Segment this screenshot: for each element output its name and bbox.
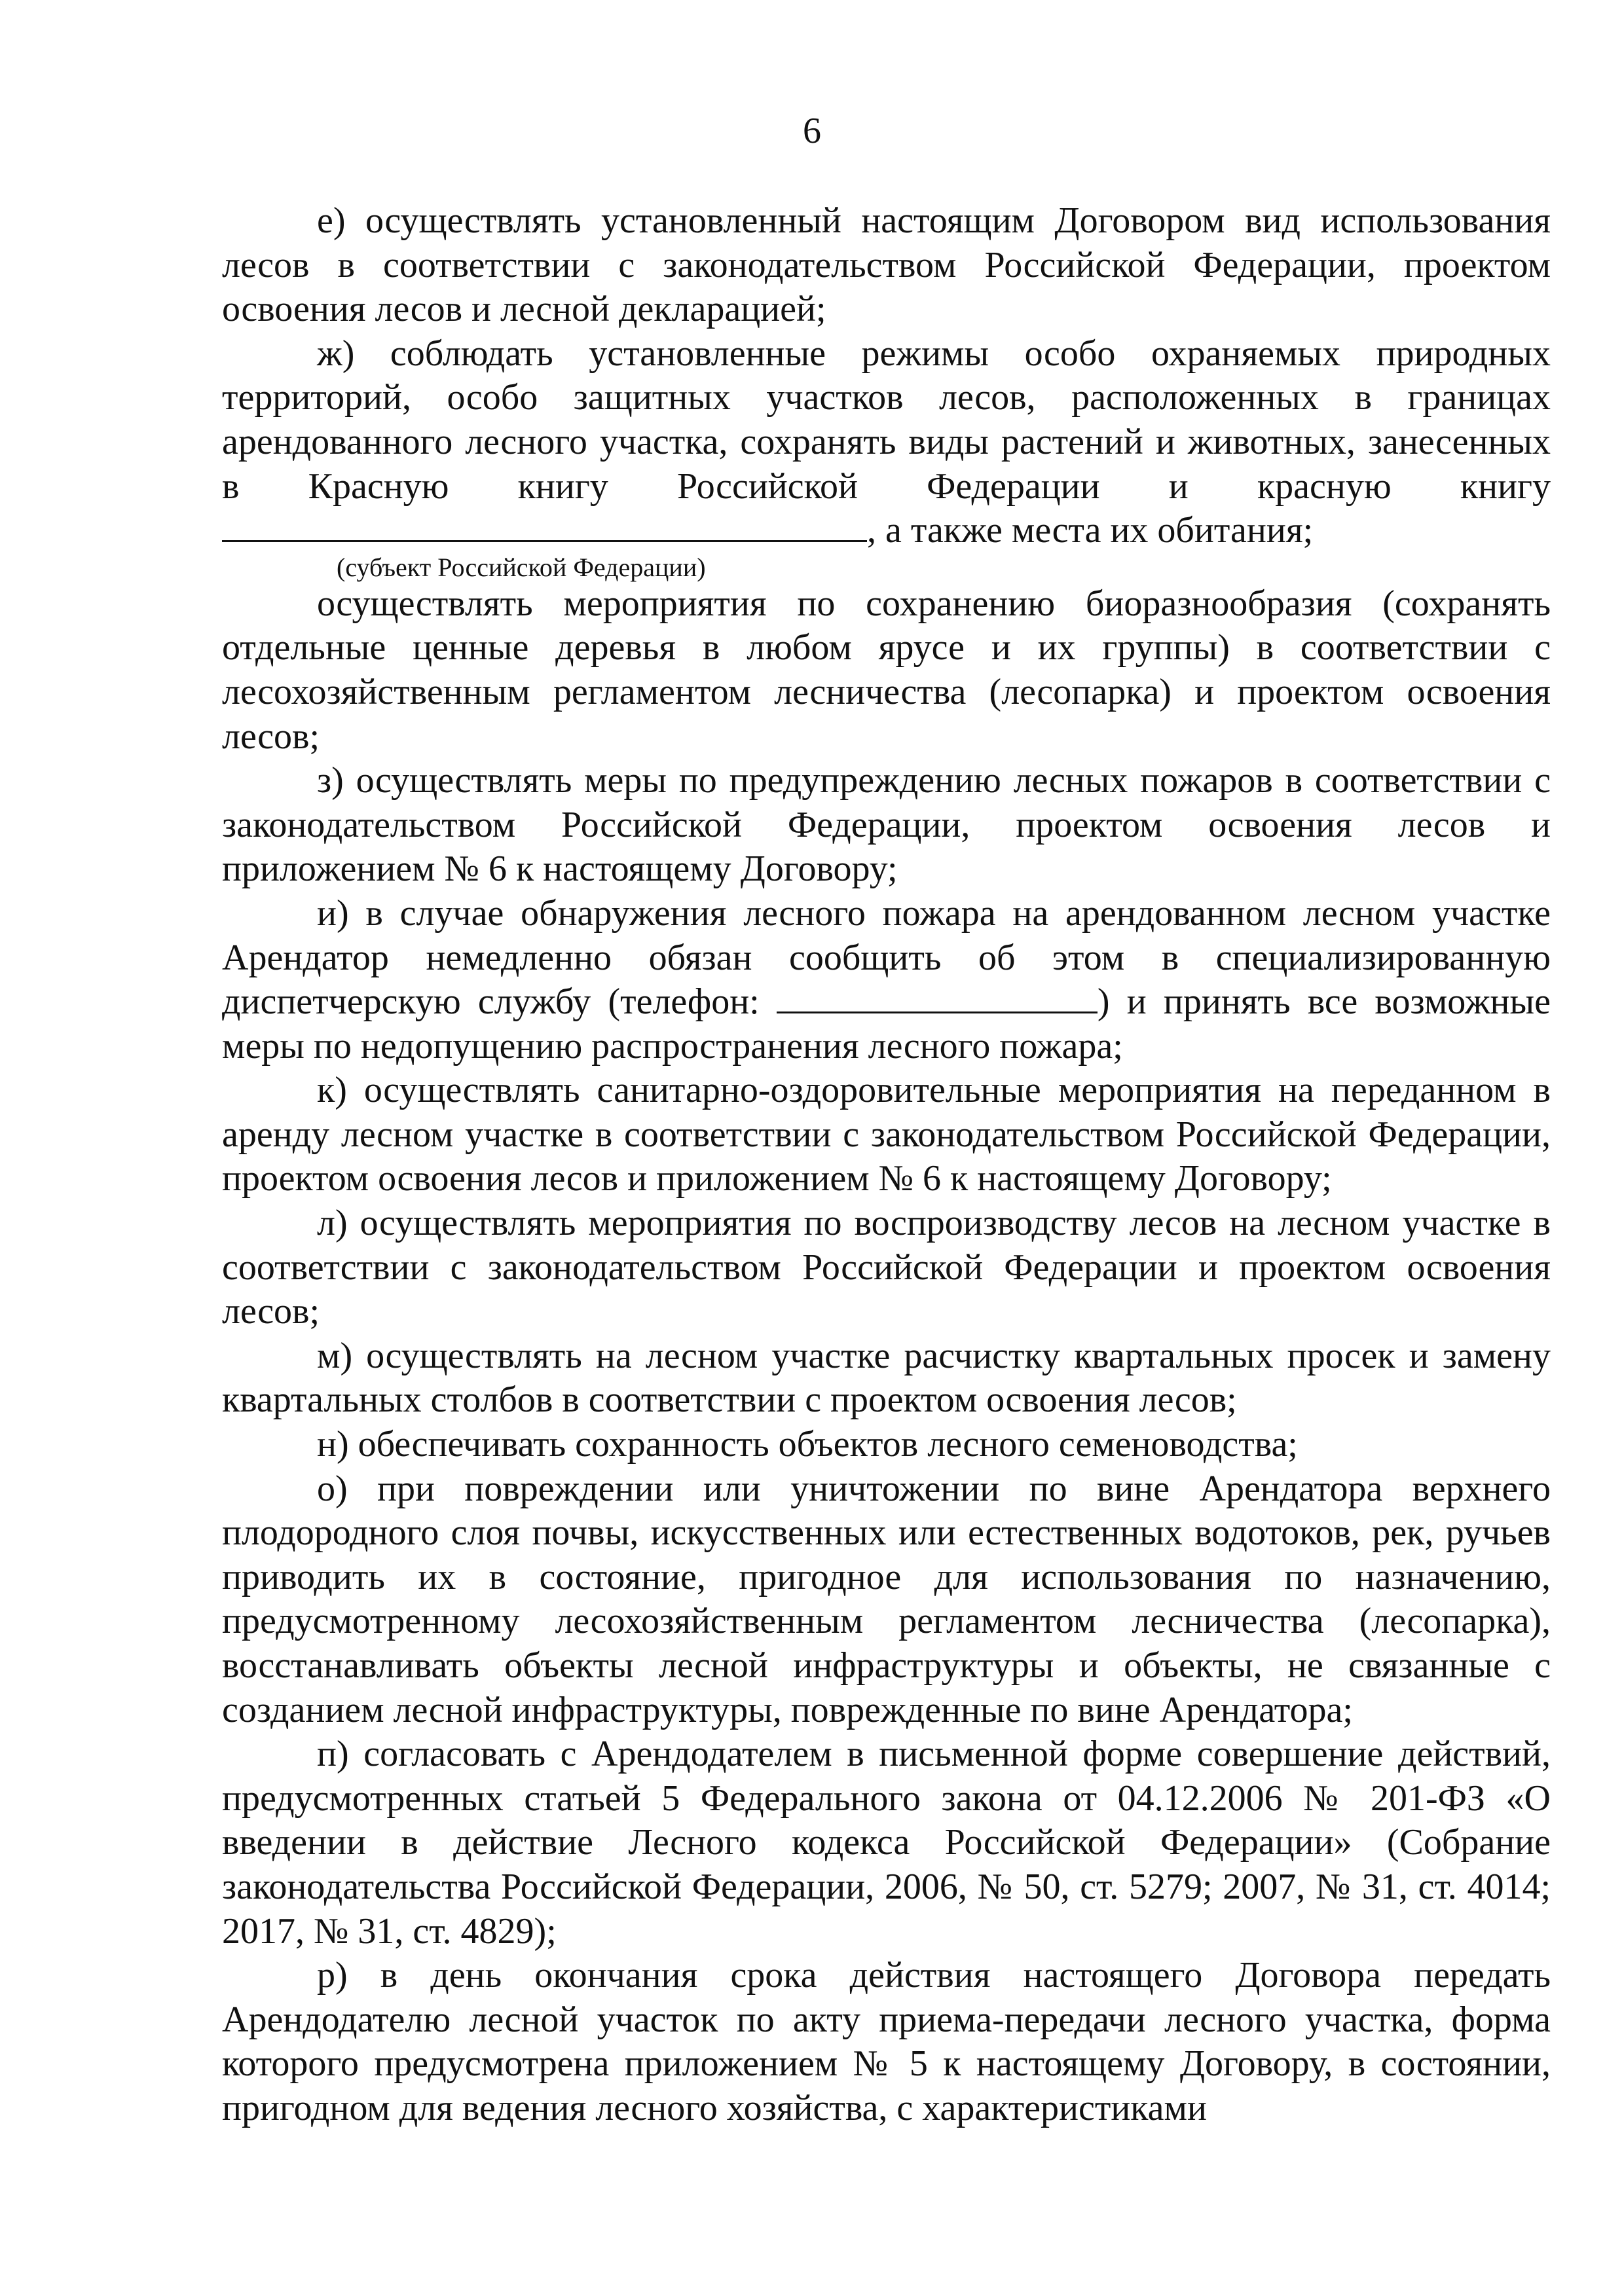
paragraph-l: л) осуществлять мероприятия по воспроизводству лесов на лесном участке в соответствии с законодательством Российской Федерации и проектом освоения лесов; [222, 1203, 1551, 1332]
paragraph-zh [222, 332, 1551, 553]
paragraph-zh-biodiversity: осуществлять мероприятия по сохранению биоразнообразия (сохранять отдельные ценные деревья в любом ярусе и их группы) в соответствии с лесохозяйственным регламентом лесничества (лесопарка) и проектом освоения лесов; [222, 583, 1551, 757]
paragraph-zh-text: ж) соблюдать установленные режимы особо охраняемых природных территорий, особо защитных участков лесов, расположенных в границах арендованного лесного участка, сохранять виды растений и животных, занесенных в Красную книгу Российской Федерации и красную книгу [222, 333, 1551, 507]
paragraph-o: о) при повреждении или уничтожении по вине Арендатора верхнего плодородного слоя почвы, искусственных или естественных водотоков, рек, ручьев приводить их в состояние, пригодное для использования по назначению, предусмотренному лесохозяйственным регламентом лесничества (лесопарка), восстанавливать объекты лесной инфраструктуры и объекты, не связанные с созданием лесной инфраструктуры, поврежденные по вине Арендатора; [222, 1468, 1551, 1730]
paragraph-p: п) согласовать с Арендодателем в письменной форме совершение действий, предусмотренных статьей 5 Федерального закона от 04.12.2006 № 201-ФЗ «О введении в действие Лесного кодекса Российской Федерации» (Собрание законодательства Российской Федерации, 2006, № 50, ст. 5279; 2007, № 31, ст. 4014; 2017, № 31, ст. 4829); [222, 1734, 1551, 1952]
paragraph-i-tail: ) и принять все возможные меры по недопущению распространения лесного пожара; [222, 981, 1551, 1066]
paragraph-r: р) в день окончания срока действия настоящего Договора передать Арендодателю лесной участок по акту приема-передачи лесного участка, форма которого предусмотрена приложением № 5 к настоящему Договору, в состоянии, пригодном для ведения лесного хозяйства, с характеристиками [222, 1955, 1551, 2128]
paragraph-m: м) осуществлять на лесном участке расчистку квартальных просек и замену квартальных столбов в соответствии с проектом освоения лесов; [222, 1335, 1551, 1421]
paragraph-i [222, 892, 1551, 1068]
page-number: 6 [803, 111, 821, 151]
paragraph-z: з) осуществлять меры по предупреждению лесных пожаров в соответствии с законодательством Российской Федерации, проектом освоения лесов и приложением № 6 к настоящему Договору; [222, 760, 1551, 890]
paragraph-zh-tail: , а также места их обитания; [867, 510, 1314, 551]
subject-caption: (субъект Российской Федерации) [337, 552, 706, 582]
phone-blank-line [777, 980, 1098, 1013]
paragraph-k: к) осуществлять санитарно-оздоровительные мероприятия на переданном в аренду лесном участке в соответствии с законодательством Российской Федерации, проектом освоения лесов и приложением № 6 к настоящему Договору; [222, 1070, 1551, 1199]
paragraph-i-text: и) в случае обнаружения лесного пожара на арендованном лесном участке Арендатор немедленно обязан сообщить об этом в специализированную диспетчерскую службу (телефон: [222, 892, 1551, 1023]
subject-blank-line [222, 509, 867, 542]
paragraph-n: н) обеспечивать сохранность объектов лесного семеноводства; [317, 1424, 1298, 1465]
document-body [222, 199, 1551, 2131]
paragraph-e: е) осуществлять установленный настоящим Договором вид использования лесов в соответствии с законодательством Российской Федерации, проектом освоения лесов и лесной декларацией; [222, 200, 1551, 330]
